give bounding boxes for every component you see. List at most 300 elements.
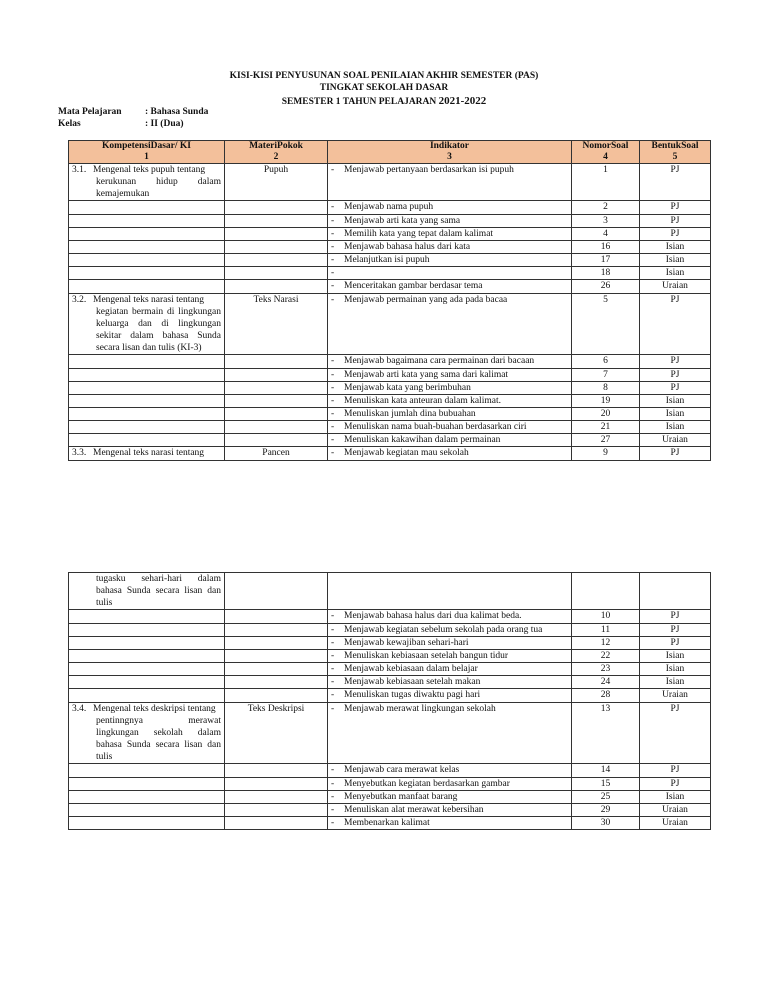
nomor-soal-cell: 15 — [572, 777, 640, 790]
nomor-soal-cell: 24 — [572, 676, 640, 689]
indikator-cell — [328, 368, 572, 381]
indikator-line — [331, 804, 568, 816]
subject-row — [58, 106, 208, 118]
bullet-dash: - — [331, 690, 335, 701]
indikator-line — [331, 267, 568, 279]
indikator-text: Menjawab kata yang berimbuhan — [344, 382, 471, 393]
indikator-line — [331, 624, 568, 636]
nomor-soal-cell: 11 — [572, 623, 640, 636]
indikator-cell — [328, 447, 572, 460]
bullet-dash: - — [331, 791, 335, 802]
indikator-line — [331, 703, 568, 715]
materi-cell — [225, 803, 328, 816]
table-row — [69, 623, 711, 636]
indikator-text: Menuliskan nama buah-buahan berdasarkan ciri — [344, 422, 527, 433]
title-line-1: KISI-KISI PENYUSUNAN SOAL PENILAIAN AKHIR SEMESTER (PAS) — [229, 71, 539, 81]
bentuk-soal-cell: Isian — [640, 649, 711, 662]
kisi-kisi-table-part-1 — [68, 140, 711, 461]
nomor-soal-cell: 30 — [572, 816, 640, 829]
kd-cell — [69, 663, 225, 676]
class-row — [58, 118, 208, 130]
kd-cell — [69, 702, 225, 764]
col-header-materi: MateriPokok 2 — [225, 141, 328, 164]
kisi-kisi-table-part-2 — [68, 572, 711, 830]
indikator-line — [331, 164, 568, 176]
table-row — [69, 227, 711, 240]
title-year: 2021-2022 — [438, 95, 487, 107]
bentuk-soal-cell: PJ — [640, 214, 711, 227]
bentuk-soal-cell: PJ — [640, 702, 711, 764]
col-header-kd: KompetensiDasar/ KI 1 — [69, 141, 225, 164]
indikator-cell — [328, 676, 572, 689]
table-row — [69, 407, 711, 420]
table-row — [69, 293, 711, 355]
indikator-line — [331, 610, 568, 622]
indikator-cell — [328, 623, 572, 636]
bullet-dash: - — [331, 624, 335, 635]
indikator-line — [331, 650, 568, 662]
nomor-soal-cell: 27 — [572, 434, 640, 447]
materi-cell — [225, 676, 328, 689]
materi-cell — [225, 689, 328, 702]
kd-cell — [69, 201, 225, 214]
nomor-soal-cell: 5 — [572, 293, 640, 355]
nomor-soal-cell: 28 — [572, 689, 640, 702]
indikator-cell — [328, 280, 572, 293]
bullet-dash: - — [331, 382, 335, 393]
table-row — [69, 663, 711, 676]
kd-text: Mengenal teks pupuh tentang — [93, 165, 206, 175]
materi-cell — [225, 280, 328, 293]
indikator-line — [331, 689, 568, 701]
bentuk-soal-cell: Isian — [640, 663, 711, 676]
indikator-line — [331, 663, 568, 675]
table-row — [69, 573, 711, 610]
bullet-dash: - — [331, 255, 335, 266]
table-row — [69, 702, 711, 764]
materi-cell — [225, 649, 328, 662]
indikator-cell — [328, 573, 572, 610]
kd-cell — [69, 227, 225, 240]
table-row — [69, 355, 711, 368]
indikator-text: Menjawab arti kata yang sama dari kalimat — [344, 369, 509, 380]
materi-cell — [225, 610, 328, 623]
bentuk-soal-cell: Uraian — [640, 816, 711, 829]
kd-cell — [69, 434, 225, 447]
nomor-soal-cell: 22 — [572, 649, 640, 662]
table-row — [69, 381, 711, 394]
indikator-line — [331, 254, 568, 266]
table-row — [69, 280, 711, 293]
indikator-cell — [328, 702, 572, 764]
bullet-dash: - — [331, 677, 335, 688]
indikator-text: Menuliskan tugas diwaktu pagi hari — [344, 690, 481, 701]
bentuk-soal-cell: PJ — [640, 623, 711, 636]
indikator-cell — [328, 164, 572, 201]
kd-cell — [69, 280, 225, 293]
indikator-line — [331, 294, 568, 306]
bentuk-soal-cell: PJ — [640, 201, 711, 214]
bullet-dash: - — [331, 664, 335, 675]
indikator-cell — [328, 267, 572, 280]
bentuk-soal-cell: Isian — [640, 254, 711, 267]
kd-cell — [69, 355, 225, 368]
title-line-2: TINGKAT SEKOLAH DASAR — [319, 83, 449, 93]
kd-number: 3.4. — [72, 703, 87, 714]
bentuk-soal-cell: Isian — [640, 421, 711, 434]
bentuk-soal-cell: Isian — [640, 407, 711, 420]
table-row — [69, 254, 711, 267]
indikator-line — [331, 201, 568, 213]
kd-text: Mengenal teks deskripsi tentang — [93, 703, 216, 714]
table-row — [69, 214, 711, 227]
indikator-text: Menjawab kegiatan sebelum sekolah pada orang tua — [344, 624, 543, 635]
indikator-text: Menjawab kebiasaan dalam belajar — [344, 664, 478, 675]
nomor-soal-cell: 18 — [572, 267, 640, 280]
bentuk-soal-cell: Isian — [640, 394, 711, 407]
col-header-nomor: NomorSoal 4 — [572, 141, 640, 164]
class-label: Kelas — [58, 119, 81, 129]
indikator-line — [331, 215, 568, 227]
indikator-cell — [328, 434, 572, 447]
indikator-text: Menjawab merawat lingkungan sekolah — [344, 703, 496, 714]
kd-text-cont: pentinngnya merawat lingkungan sekolah dalam bahasa Sunda secara lisan dan tulis — [96, 715, 221, 763]
table-header — [69, 141, 711, 164]
materi-cell — [225, 368, 328, 381]
kd-text-cont: kerukunan hidup dalam kemajemukan — [96, 177, 221, 200]
kd-cell — [69, 164, 225, 201]
table-row — [69, 676, 711, 689]
materi-cell — [225, 355, 328, 368]
nomor-soal-cell: 16 — [572, 240, 640, 253]
indikator-text: Menceritakan gambar berdasar tema — [344, 281, 483, 292]
materi-cell — [225, 623, 328, 636]
bullet-dash: - — [331, 294, 335, 305]
materi-cell — [225, 214, 328, 227]
kd-cell — [69, 394, 225, 407]
kd-cell — [69, 573, 225, 610]
col-header-bentuk: BentukSoal 5 — [640, 141, 711, 164]
indikator-line — [331, 447, 568, 459]
nomor-soal-cell: 21 — [572, 421, 640, 434]
table-row — [69, 777, 711, 790]
bentuk-soal-cell: PJ — [640, 293, 711, 355]
materi-cell — [225, 790, 328, 803]
table-row — [69, 201, 711, 214]
indikator-line — [331, 355, 568, 367]
indikator-cell — [328, 355, 572, 368]
bullet-dash: - — [331, 228, 335, 239]
table-row — [69, 394, 711, 407]
indikator-cell — [328, 663, 572, 676]
indikator-cell — [328, 254, 572, 267]
materi-cell: Teks Deskripsi — [225, 702, 328, 764]
materi-cell — [225, 201, 328, 214]
indikator-cell — [328, 407, 572, 420]
indikator-cell — [328, 790, 572, 803]
table-row — [69, 803, 711, 816]
materi-cell — [225, 777, 328, 790]
table-row — [69, 790, 711, 803]
bentuk-soal-cell: Uraian — [640, 280, 711, 293]
bullet-dash: - — [331, 804, 335, 815]
indikator-text: Menjawab nama pupuh — [344, 202, 434, 213]
nomor-soal-cell: 3 — [572, 214, 640, 227]
indikator-text: Menuliskan kata anteuran dalam kalimat. — [344, 395, 501, 406]
bullet-dash: - — [331, 202, 335, 213]
nomor-soal-cell — [572, 573, 640, 610]
indikator-line — [331, 241, 568, 253]
bentuk-soal-cell: PJ — [640, 636, 711, 649]
kd-cell — [69, 764, 225, 777]
materi-cell — [225, 816, 328, 829]
bullet-dash: - — [331, 703, 335, 714]
title-semester: SEMESTER 1 TAHUN PELAJARAN — [281, 97, 439, 107]
indikator-text: Menjawab cara merawat kelas — [344, 765, 460, 776]
kd-cell — [69, 214, 225, 227]
indikator-line — [331, 421, 568, 433]
materi-cell — [225, 394, 328, 407]
indikator-text: Menjawab permainan yang ada pada bacaa — [344, 294, 508, 305]
subject-label: Mata Pelajaran — [58, 107, 122, 117]
indikator-text: Menjawab bagaimana cara permainan dari bacaan — [344, 356, 535, 367]
nomor-soal-cell: 20 — [572, 407, 640, 420]
materi-cell — [225, 573, 328, 610]
bullet-dash: - — [331, 422, 335, 433]
kd-line — [72, 294, 221, 306]
indikator-cell — [328, 649, 572, 662]
indikator-text: Menjawab kewajiban sehari-hari — [344, 637, 469, 648]
col-header-indikator: Indikator 3 — [328, 141, 572, 164]
indikator-line — [331, 408, 568, 420]
document-title — [0, 70, 768, 106]
indikator-cell — [328, 777, 572, 790]
bullet-dash: - — [331, 650, 335, 661]
kd-cell — [69, 421, 225, 434]
indikator-cell — [328, 764, 572, 777]
materi-cell — [225, 227, 328, 240]
indikator-text: Menjawab arti kata yang sama — [344, 215, 461, 226]
indikator-cell — [328, 293, 572, 355]
table-row — [69, 689, 711, 702]
kd-text-cont: tugasku sehari-hari dalam bahasa Sunda secara lisan dan tulis — [96, 574, 221, 609]
bullet-dash: - — [331, 165, 335, 175]
nomor-soal-cell: 29 — [572, 803, 640, 816]
nomor-soal-cell: 26 — [572, 280, 640, 293]
indikator-line — [331, 817, 568, 829]
materi-cell — [225, 381, 328, 394]
indikator-line — [331, 778, 568, 790]
nomor-soal-cell: 7 — [572, 368, 640, 381]
indikator-line — [331, 637, 568, 649]
indikator-text: Menyebutkan manfaat barang — [344, 791, 458, 802]
indikator-cell — [328, 240, 572, 253]
indikator-text: Menjawab bahasa halus dari kata — [344, 241, 471, 252]
nomor-soal-cell: 25 — [572, 790, 640, 803]
subject-value: : Bahasa Sunda — [145, 107, 209, 117]
materi-cell — [225, 421, 328, 434]
indikator-cell — [328, 394, 572, 407]
indikator-line — [331, 395, 568, 407]
nomor-soal-cell: 10 — [572, 610, 640, 623]
indikator-line — [331, 369, 568, 381]
indikator-text: Menjawab kegiatan mau sekolah — [344, 448, 469, 459]
kd-cell — [69, 803, 225, 816]
bullet-dash: - — [331, 611, 335, 622]
indikator-text: Memilih kata yang tepat dalam kalimat — [344, 228, 494, 239]
nomor-soal-cell: 12 — [572, 636, 640, 649]
bentuk-soal-cell: Isian — [640, 676, 711, 689]
materi-cell — [225, 407, 328, 420]
indikator-line — [331, 764, 568, 776]
indikator-line — [331, 434, 568, 446]
indikator-text: Membenarkan kalimat — [344, 817, 430, 828]
nomor-soal-cell: 23 — [572, 663, 640, 676]
bentuk-soal-cell: Uraian — [640, 434, 711, 447]
indikator-text: Menyebutkan kegiatan berdasarkan gambar — [344, 778, 510, 789]
nomor-soal-cell: 1 — [572, 164, 640, 201]
nomor-soal-cell: 19 — [572, 394, 640, 407]
table-row — [69, 368, 711, 381]
table-row — [69, 764, 711, 777]
indikator-text: Melanjutkan isi pupuh — [344, 255, 430, 266]
indikator-cell — [328, 421, 572, 434]
kd-line — [72, 703, 221, 715]
bentuk-soal-cell: PJ — [640, 381, 711, 394]
bullet-dash: - — [331, 215, 335, 226]
kd-cell — [69, 381, 225, 394]
indikator-text: Menjawab pertanyaan berdasarkan isi pupuh — [344, 165, 514, 175]
kd-cell — [69, 777, 225, 790]
bullet-dash: - — [331, 778, 335, 789]
kd-cell — [69, 689, 225, 702]
title-line-3 — [0, 94, 768, 106]
kd-cell — [69, 636, 225, 649]
bentuk-soal-cell: Isian — [640, 267, 711, 280]
nomor-soal-cell: 13 — [572, 702, 640, 764]
indikator-text: Menuliskan jumlah dina bubuahan — [344, 408, 476, 419]
kd-text: Mengenal teks narasi tentang — [93, 448, 205, 459]
nomor-soal-cell: 8 — [572, 381, 640, 394]
indikator-cell — [328, 214, 572, 227]
kd-cell — [69, 790, 225, 803]
bentuk-soal-cell — [640, 573, 711, 610]
kd-cell — [69, 254, 225, 267]
materi-cell — [225, 267, 328, 280]
kd-cell — [69, 368, 225, 381]
nomor-soal-cell: 4 — [572, 227, 640, 240]
bullet-dash: - — [331, 817, 335, 828]
materi-cell — [225, 254, 328, 267]
bentuk-soal-cell: PJ — [640, 164, 711, 201]
table-row — [69, 267, 711, 280]
bullet-dash: - — [331, 637, 335, 648]
bullet-dash: - — [331, 356, 335, 367]
kd-cell — [69, 407, 225, 420]
bullet-dash: - — [331, 448, 335, 459]
kd-number: 3.3. — [72, 448, 87, 459]
indikator-cell — [328, 636, 572, 649]
bullet-dash: - — [331, 395, 335, 406]
bentuk-soal-cell: PJ — [640, 447, 711, 460]
kd-cell — [69, 293, 225, 355]
bentuk-soal-cell: PJ — [640, 764, 711, 777]
bullet-dash: - — [331, 408, 335, 419]
nomor-soal-cell: 9 — [572, 447, 640, 460]
kd-text-cont: kegiatan bermain di lingkungan keluarga dan di lingkungan sekitar dalam bahasa Sunda secara lisan dan tulis (KI-3) — [96, 306, 221, 354]
materi-cell — [225, 663, 328, 676]
bullet-dash: - — [331, 765, 335, 776]
table-row — [69, 434, 711, 447]
materi-cell: Pupuh — [225, 164, 328, 201]
bentuk-soal-cell: Uraian — [640, 689, 711, 702]
bentuk-soal-cell: PJ — [640, 227, 711, 240]
table-row — [69, 447, 711, 460]
kd-text: Mengenal teks narasi tentang — [93, 294, 205, 305]
bentuk-soal-cell: PJ — [640, 610, 711, 623]
table-row — [69, 610, 711, 623]
nomor-soal-cell: 14 — [572, 764, 640, 777]
indikator-line — [331, 228, 568, 240]
bentuk-soal-cell: Uraian — [640, 803, 711, 816]
table-row — [69, 164, 711, 201]
kd-cell — [69, 610, 225, 623]
table-row — [69, 816, 711, 829]
materi-cell — [225, 240, 328, 253]
nomor-soal-cell: 6 — [572, 355, 640, 368]
nomor-soal-cell: 17 — [572, 254, 640, 267]
indikator-cell — [328, 610, 572, 623]
indikator-cell — [328, 381, 572, 394]
indikator-text: Menjawab kebiasaan setelah makan — [344, 677, 481, 688]
bullet-dash: - — [331, 268, 335, 279]
kd-cell — [69, 240, 225, 253]
kd-number: 3.2. — [72, 294, 87, 305]
bullet-dash: - — [331, 241, 335, 252]
materi-cell: Pancen — [225, 447, 328, 460]
bentuk-soal-cell: PJ — [640, 355, 711, 368]
bullet-dash: - — [331, 369, 335, 380]
kd-cell — [69, 649, 225, 662]
indikator-cell — [328, 227, 572, 240]
materi-cell — [225, 434, 328, 447]
bentuk-soal-cell: PJ — [640, 777, 711, 790]
class-value: : II (Dua) — [145, 119, 184, 129]
table-row — [69, 649, 711, 662]
kd-cell — [69, 623, 225, 636]
materi-cell — [225, 636, 328, 649]
indikator-text: Menuliskan kebiasaan setelah bangun tidur — [344, 650, 509, 661]
indikator-cell — [328, 816, 572, 829]
kd-number: 3.1. — [72, 165, 87, 175]
indikator-cell — [328, 201, 572, 214]
bullet-dash: - — [331, 281, 335, 292]
kd-cell — [69, 676, 225, 689]
indikator-text: Menuliskan kakawihan dalam permainan — [344, 435, 501, 446]
bentuk-soal-cell: PJ — [640, 368, 711, 381]
kd-cell — [69, 447, 225, 460]
kd-line — [72, 164, 221, 176]
kd-cell — [69, 816, 225, 829]
indikator-cell — [328, 689, 572, 702]
indikator-text: Menjawab bahasa halus dari dua kalimat beda. — [344, 611, 522, 622]
table-row — [69, 240, 711, 253]
indikator-line — [331, 676, 568, 688]
materi-cell: Teks Narasi — [225, 293, 328, 355]
kd-cell — [69, 267, 225, 280]
indikator-text: Menuliskan alat merawat kebersihan — [344, 804, 484, 815]
indikator-line — [331, 791, 568, 803]
